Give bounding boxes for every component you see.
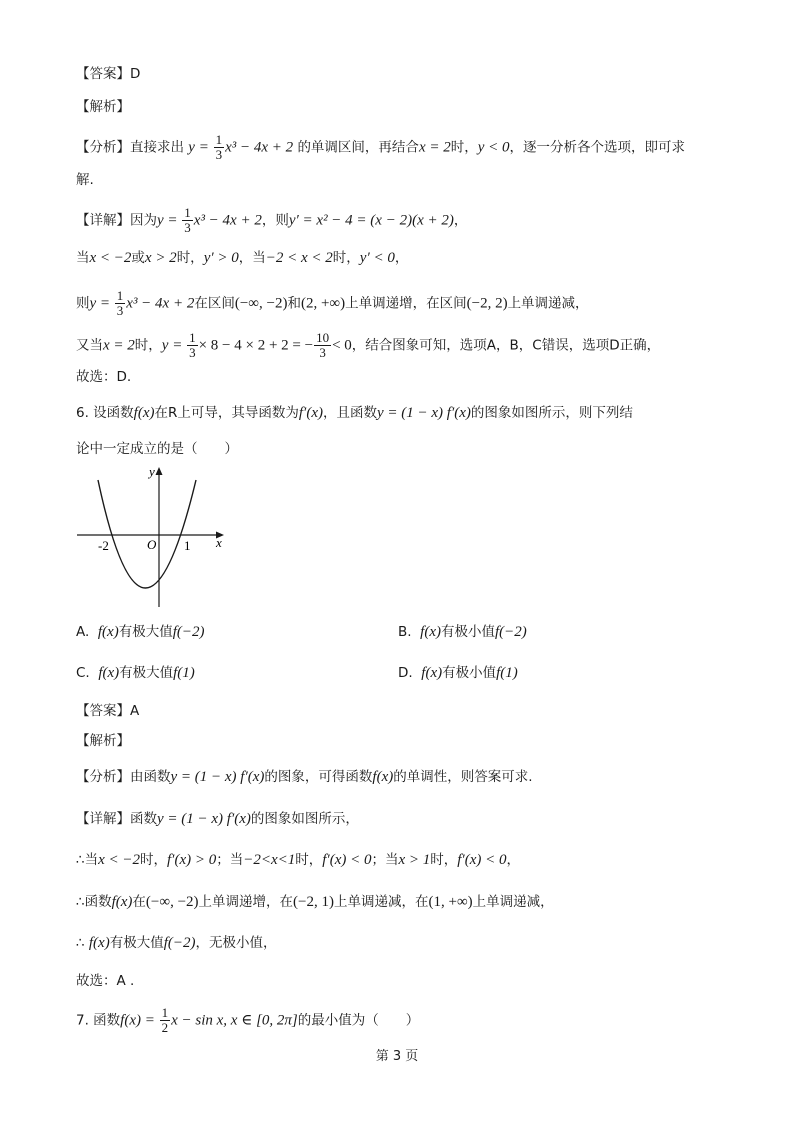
- math: f(x): [372, 769, 394, 785]
- option-letter: D.: [398, 665, 413, 681]
- math: y =: [89, 295, 114, 312]
- label: 【详解】: [76, 212, 130, 229]
- option-text: 有极大值: [119, 665, 174, 681]
- option-letter: B.: [398, 624, 412, 640]
- math: (−∞, −2): [234, 295, 288, 312]
- math: y′ = x² − 4 = (x − 2)(x + 2): [288, 212, 454, 229]
- page-footer: 第 3 页: [375, 1049, 419, 1064]
- math: (2, +∞): [300, 295, 346, 312]
- fraction: [314, 331, 331, 360]
- option-d[interactable]: [398, 663, 518, 683]
- text: 由函数: [130, 769, 171, 785]
- math: f(x): [97, 624, 119, 640]
- math: x³ − 4x + 2: [193, 212, 262, 229]
- math: x > 1: [398, 852, 431, 868]
- math: y′ < 0: [359, 250, 395, 266]
- text: ，逐一分析各个选项，即可求: [509, 139, 685, 156]
- text: 或: [131, 250, 145, 266]
- option-c[interactable]: [76, 663, 195, 683]
- math: f(x): [88, 935, 110, 951]
- math: x = 2: [103, 337, 135, 354]
- q5-fenxi-line1: [76, 133, 685, 162]
- math: f(1): [173, 665, 195, 681]
- fraction: [182, 206, 193, 235]
- fraction-den: 3: [319, 345, 326, 360]
- math: x < −2: [98, 852, 140, 868]
- option-b[interactable]: [398, 622, 527, 642]
- q5-xiangjie-line3: [76, 289, 589, 318]
- text: 时，: [332, 250, 360, 266]
- fraction-num: 1: [184, 205, 191, 220]
- text: 的图象如图所示，则下列结: [470, 405, 633, 421]
- fraction-den: 3: [215, 147, 223, 162]
- text: 7. 函数: [76, 1012, 121, 1029]
- math: f(−2): [172, 624, 205, 640]
- math: y =: [161, 337, 187, 354]
- math: y =: [188, 139, 213, 156]
- option-letter: C.: [76, 665, 90, 681]
- math: f(x) =: [120, 1012, 159, 1029]
- math: f(x): [420, 624, 441, 640]
- math: y < 0: [477, 139, 510, 156]
- math: f(x): [111, 894, 133, 910]
- label: 【详解】: [76, 811, 130, 827]
- fraction-den: 3: [116, 303, 124, 318]
- math: y = (1 − x) f′(x): [157, 811, 251, 827]
- fraction-num: 1: [215, 132, 223, 147]
- math: y = (1 − x) f′(x): [377, 405, 471, 421]
- text: 上单调递减，: [472, 894, 554, 910]
- math: f′(x) > 0: [167, 852, 217, 868]
- parabola-curve: [98, 480, 196, 588]
- q7-stem: [76, 1006, 419, 1035]
- q5-fenxi-line2: 解.: [76, 172, 94, 188]
- q6-stem-line1: [76, 403, 633, 423]
- q6-xiangjie-line1: [76, 809, 359, 829]
- text: ∴当: [76, 852, 99, 868]
- math: f(x): [98, 665, 120, 681]
- text: ，无极小值，: [195, 935, 277, 951]
- label: 【分析】: [76, 139, 130, 156]
- text: 时，: [450, 139, 478, 156]
- text: 的图象，可得函数: [264, 769, 373, 785]
- fraction-den: 3: [189, 345, 196, 360]
- math: y′ > 0: [203, 250, 239, 266]
- q6-fenxi-line: [76, 767, 533, 787]
- text: 则: [76, 295, 90, 312]
- text: 函数: [130, 811, 157, 827]
- math: f(−2): [163, 935, 196, 951]
- text: 当: [76, 250, 90, 266]
- tick-label-neg2: -2: [98, 538, 109, 553]
- text: ，: [394, 250, 409, 266]
- fraction-den: 3: [184, 220, 191, 235]
- tick-label-1: 1: [184, 538, 191, 553]
- math: x = 2: [418, 139, 451, 156]
- math: f′(x): [298, 405, 323, 421]
- origin-label: O: [147, 537, 157, 552]
- math: < 0: [332, 337, 352, 354]
- text: 在区间: [194, 295, 235, 312]
- text: 时，: [295, 852, 323, 868]
- text: 和: [287, 295, 301, 312]
- math: −2<x<1: [243, 852, 296, 868]
- math: y = (1 − x) f′(x): [170, 769, 265, 785]
- math: x < −2: [89, 250, 132, 266]
- text: 的图象如图所示，: [250, 811, 359, 827]
- math: (−2, 2): [466, 295, 508, 312]
- math: y =: [157, 212, 182, 229]
- label: 【分析】: [76, 769, 130, 785]
- q6-conclusion: 故选：A .: [76, 973, 135, 989]
- q5-analysis-title: 【解析】: [76, 99, 130, 115]
- text: 时，: [430, 852, 458, 868]
- math: x³ − 4x + 2: [126, 295, 195, 312]
- text: 因为: [130, 212, 157, 229]
- math: f′(x) < 0: [322, 852, 372, 868]
- q6-xiangjie-line2: [76, 850, 520, 870]
- y-axis-label: y: [149, 464, 155, 479]
- fraction-den: 2: [161, 1020, 169, 1035]
- text: 的最小值为（ ）: [297, 1012, 420, 1029]
- math: x³ − 4x + 2: [225, 139, 294, 156]
- math: f(−2): [494, 624, 527, 640]
- math: × 8 − 4 × 2 + 2 = −: [198, 337, 314, 354]
- option-text: 有极大值: [118, 624, 173, 640]
- q5-xiangjie-line1: [76, 206, 467, 235]
- math: (1, +∞): [428, 894, 473, 910]
- option-a[interactable]: [76, 622, 205, 642]
- q5-answer: 【答案】D: [76, 66, 141, 82]
- q5-xiangjie-line2: [76, 248, 408, 268]
- option-letter: A.: [76, 624, 90, 640]
- fraction-num: 1: [161, 1005, 169, 1020]
- q6-graph: [72, 462, 232, 612]
- x-axis-label: x: [216, 535, 222, 550]
- text: ，: [506, 852, 520, 868]
- text: ，: [453, 212, 468, 229]
- text: ，且函数: [323, 405, 377, 421]
- fraction: [115, 289, 126, 318]
- text: 上单调递增，在区间: [345, 295, 467, 312]
- text: ，结合图象可知，选项A，B，C错误，选项D正确，: [351, 337, 661, 354]
- text: ∴: [76, 935, 85, 951]
- text: 上单调递减，在: [333, 894, 429, 910]
- fraction: [160, 1006, 171, 1035]
- text: ；当: [371, 852, 399, 868]
- math: (−2, 1): [293, 894, 334, 910]
- fraction-num: 1: [189, 330, 196, 345]
- q6-xiangjie-line4: [76, 933, 277, 953]
- math: x − sin x, x ∈ [0, 2π]: [171, 1012, 298, 1029]
- text: ；当: [216, 852, 244, 868]
- text: ，则: [261, 212, 289, 229]
- q5-conclusion: 故选：D.: [76, 369, 132, 385]
- text: 上单调递减，: [507, 295, 589, 312]
- text: ∴函数: [76, 894, 112, 910]
- text: ，当: [238, 250, 266, 266]
- text: 的单调区间，再结合: [297, 139, 419, 156]
- text: 时，: [140, 852, 167, 868]
- q6-xiangjie-line3: [76, 892, 554, 912]
- y-axis-arrow: [156, 467, 163, 475]
- q5-xiangjie-line4: [76, 331, 660, 360]
- text: 有极大值: [109, 935, 164, 951]
- fraction: [187, 331, 198, 360]
- text: 时，: [134, 337, 162, 354]
- q6-analysis-title: 【解析】: [76, 733, 130, 749]
- math: −2 < x < 2: [265, 250, 333, 266]
- text: 时，: [176, 250, 204, 266]
- math: f(x): [133, 405, 155, 421]
- q6-stem-line2: 论中一定成立的是（ ）: [76, 441, 238, 457]
- q6-answer: 【答案】A: [76, 703, 140, 719]
- text: 又当: [76, 337, 103, 354]
- text: 的单调性，则答案可求.: [393, 769, 533, 785]
- math: f′(x) < 0: [457, 852, 507, 868]
- math: f(x): [421, 665, 443, 681]
- text: 直接求出: [130, 139, 184, 156]
- text: 在: [132, 894, 146, 910]
- fraction-num: 10: [316, 330, 330, 345]
- option-text: 有极小值: [442, 665, 497, 681]
- math: f(1): [496, 665, 518, 681]
- math: (−∞, −2): [145, 894, 199, 910]
- text: 在R上可导，其导函数为: [154, 405, 299, 421]
- fraction-num: 1: [116, 288, 124, 303]
- option-text: 有极小值: [440, 624, 495, 640]
- text: 6. 设函数: [76, 405, 134, 421]
- math: x > 2: [144, 250, 177, 266]
- fraction: [214, 133, 225, 162]
- text: 上单调递增，在: [198, 894, 294, 910]
